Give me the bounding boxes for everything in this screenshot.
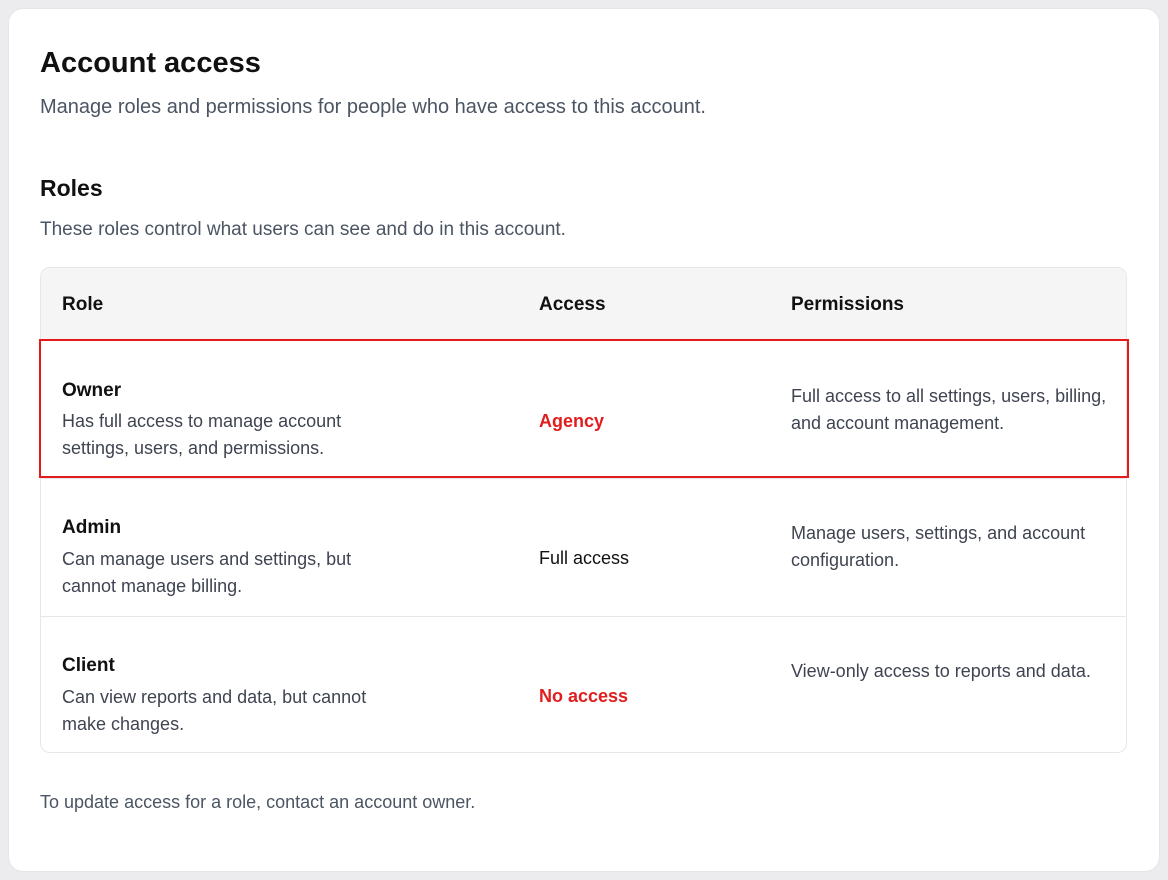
- role-description: Can view reports and data, but cannot make changes.: [62, 687, 367, 734]
- role-name: Admin: [62, 517, 122, 538]
- table-row-client[interactable]: [41, 616, 1126, 753]
- role-name: Owner: [62, 380, 122, 401]
- role-access: Agency: [539, 411, 605, 431]
- roles-table: [40, 267, 1127, 753]
- role-name: Client: [62, 655, 115, 676]
- roles-section-title: Roles: [40, 175, 103, 201]
- footer-note: To update access for a role, contact an account owner.: [40, 792, 476, 812]
- role-access: Full access: [539, 548, 630, 568]
- column-header-permissions: Permissions: [791, 294, 904, 315]
- role-description: Has full access to manage account settings, users, and permissions.: [62, 411, 342, 458]
- account-access-card: [9, 9, 1159, 871]
- role-permissions: Manage users, settings, and account configuration.: [791, 523, 1086, 570]
- role-permissions: View-only access to reports and data.: [791, 661, 1091, 681]
- role-permissions: Full access to all settings, users, billing, and account management.: [791, 386, 1107, 433]
- page-subtitle: Manage roles and permissions for people who have access to this account.: [40, 96, 706, 118]
- column-header-role: Role: [62, 294, 104, 315]
- roles-section-subtitle: These roles control what users can see and do in this account.: [40, 219, 566, 240]
- page-title: Account access: [40, 47, 261, 79]
- table-row-admin[interactable]: [41, 478, 1126, 616]
- column-header-access: Access: [539, 294, 606, 315]
- roles-table-header: [41, 268, 1126, 340]
- table-row-owner[interactable]: [41, 340, 1126, 478]
- role-description: Can manage users and settings, but cannot manage billing.: [62, 549, 352, 596]
- role-access: No access: [539, 686, 629, 706]
